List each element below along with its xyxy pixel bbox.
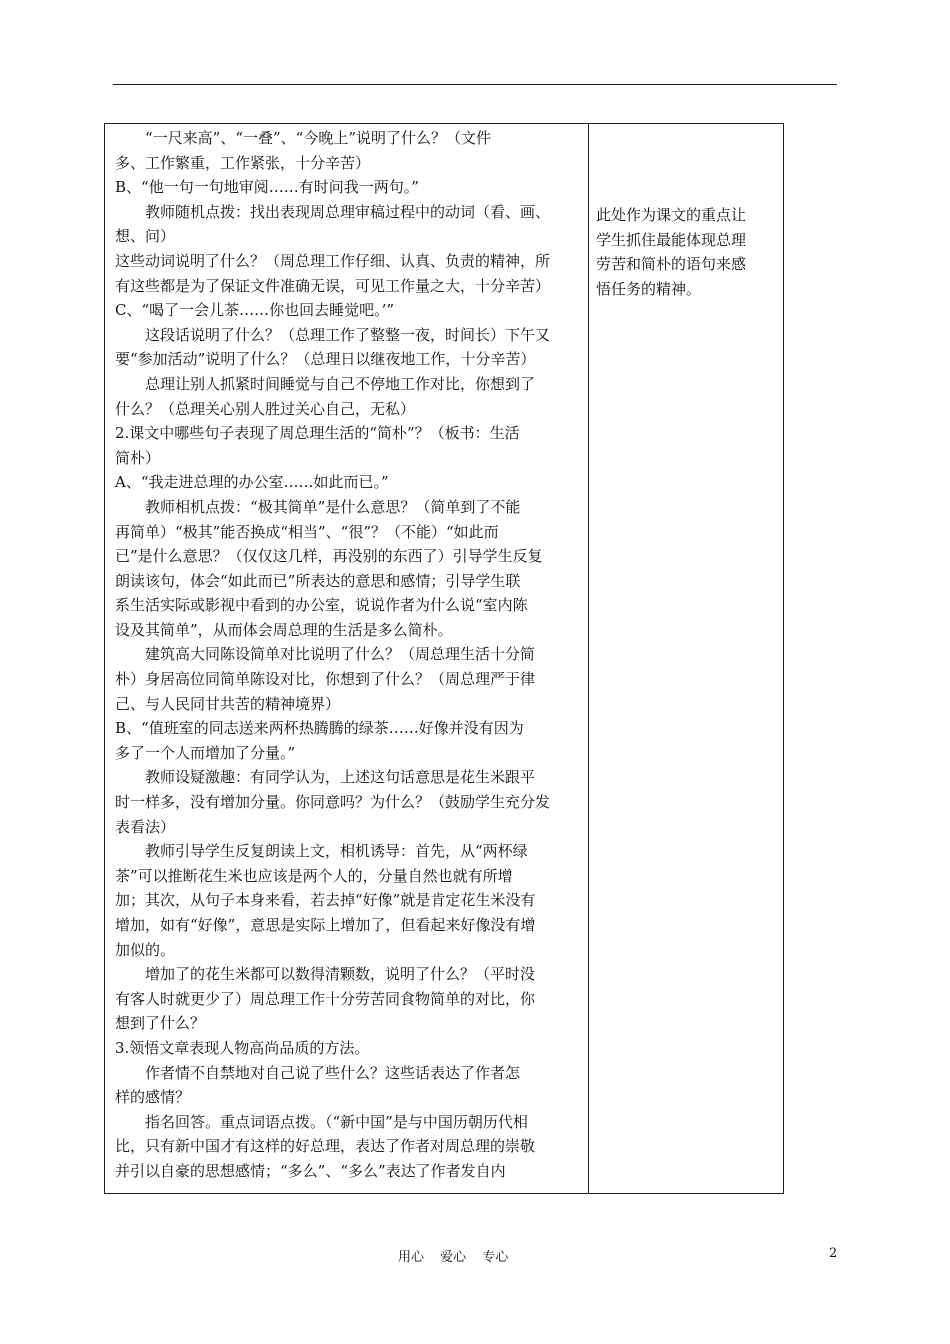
content-line: 并引以自豪的思想感情；“多么”、“多么”表达了作者发自内 [115, 1161, 506, 1180]
lesson-content-column [115, 126, 581, 1184]
content-line: 增加了的花生米都可以数得清颗数，说明了什么？（平时没 [145, 965, 536, 984]
content-line: 什么？（总理关心别人胜过关心自己，无私） [115, 399, 416, 418]
content-line: 作者情不自禁地对自己说了些什么？这些话表达了作者怎 [145, 1063, 521, 1082]
content-line: 比，只有新中国才有这样的好总理，表达了作者对周总理的崇敬 [115, 1137, 536, 1156]
content-line: 系生活实际或影视中看到的办公室，说说作者为什么说“室内陈 [115, 596, 528, 615]
content-line: 朴）身居高位同简单陈设对比，你想到了什么？（周总理严于律 [115, 670, 536, 689]
note-line: 学生抓住最能体现总理 [596, 230, 747, 249]
content-line: 多、工作繁重，工作紧张，十分辛苦） [115, 153, 371, 172]
content-line: 已”是什么意思？（仅仅这几样，再没别的东西了）引导学生反复 [115, 547, 543, 566]
content-line: 教师设疑激趣：有同学认为，上述这句话意思是花生米跟平 [145, 768, 536, 787]
content-line: 有这些都是为了保证文件准确无误，可见工作量之大，十分辛苦） [115, 276, 551, 295]
content-line: 要“参加活动”说明了什么？（总理日以继夜地工作，十分辛苦） [115, 350, 536, 369]
note-line: 此处作为课文的重点让 [596, 206, 747, 224]
content-line: A、“我走进总理的办公室……如此而已。” [115, 473, 389, 492]
content-line: 样的感情？ [115, 1088, 191, 1107]
header-rule [113, 84, 837, 85]
content-line: 这些动词说明了什么？（周总理工作仔细、认真、负责的精神，所 [115, 251, 551, 270]
content-line: 想到了什么？ [115, 1014, 206, 1033]
lesson-table [104, 123, 784, 1194]
content-line: 茶”可以推断花生米也应该是两个人的，分量自然也就有所增 [115, 866, 513, 885]
content-line: 3.领悟文章表现人物高尚品质的方法。 [115, 1038, 370, 1057]
content-line: 时一样多，没有增加分量。你同意吗？为什么？（鼓励学生充分发 [115, 793, 551, 812]
content-line: 教师相机点拨：“极其简单”是什么意思？（简单到了不能 [145, 497, 521, 516]
column-divider [588, 124, 589, 1193]
page-number: 2 [829, 1246, 838, 1261]
page-footer [0, 1246, 950, 1266]
content-line: 多了一个人而增加了分量。” [115, 743, 296, 762]
content-line: 简朴） [115, 448, 161, 467]
content-line: 加；其次，从句子本身来看，若去掉“好像”就是肯定花生米没有 [115, 891, 536, 910]
content-line: 朗读该句，体会“如此而已”所表达的意思和感情；引导学生联 [115, 571, 521, 590]
content-line: C、“喝了一会儿茶……你也回去睡觉吧。’” [115, 301, 395, 320]
content-line: 设及其简单”，从而体会周总理的生活是多么简朴。 [115, 620, 453, 639]
content-line: B、“值班室的同志送来两杯热腾腾的绿茶……好像并没有因为 [115, 719, 524, 738]
teacher-notes-column [596, 203, 781, 301]
content-line: 建筑高大同陈设简单对比说明了什么？（周总理生活十分简 [145, 645, 536, 664]
content-line: 这段话说明了什么？（总理工作了整整一夜，时间长）下午又 [145, 325, 551, 344]
note-line: 悟任务的精神。 [596, 279, 702, 298]
content-line: “一尺来高”、“一叠”、“今晚上”说明了什么？（文件 [145, 129, 492, 147]
content-line: 指名回答。重点词语点拨。（“新中国”是与中国历朝历代相 [145, 1112, 528, 1131]
content-line: 总理让别人抓紧时间睡觉与自己不停地工作对比，你想到了 [145, 374, 536, 393]
content-line: 己、与人民同甘共苦的精神境界） [115, 694, 341, 713]
content-line: 2.课文中哪些句子表现了周总理生活的“简朴”？（板书：生活 [115, 424, 520, 443]
content-line: B、“他一句一句地审阅……有时问我一两句。” [115, 178, 419, 197]
content-line: 教师引导学生反复朗读上文，相机诱导：首先，从“两杯绿 [145, 842, 528, 861]
footer-motto: 用心 爱心 专心 [398, 1250, 509, 1265]
content-line: 再简单）“极其”能否换成“相当”、“很”？（不能）“如此而 [115, 522, 499, 541]
content-line: 加似的。 [115, 940, 176, 959]
note-line: 劳苦和简朴的语句来感 [596, 255, 747, 274]
content-line: 表看法） [115, 817, 176, 836]
content-line: 有客人时就更少了）周总理工作十分劳苦同食物简单的对比，你 [115, 989, 536, 1008]
content-line: 教师随机点拨：找出表现周总理审稿过程中的动词（看、画、 [145, 202, 551, 221]
content-line: 想、问） [115, 227, 176, 246]
content-line: 增加，如有“好像”，意思是实际上增加了，但看起来好像没有增 [115, 916, 536, 934]
